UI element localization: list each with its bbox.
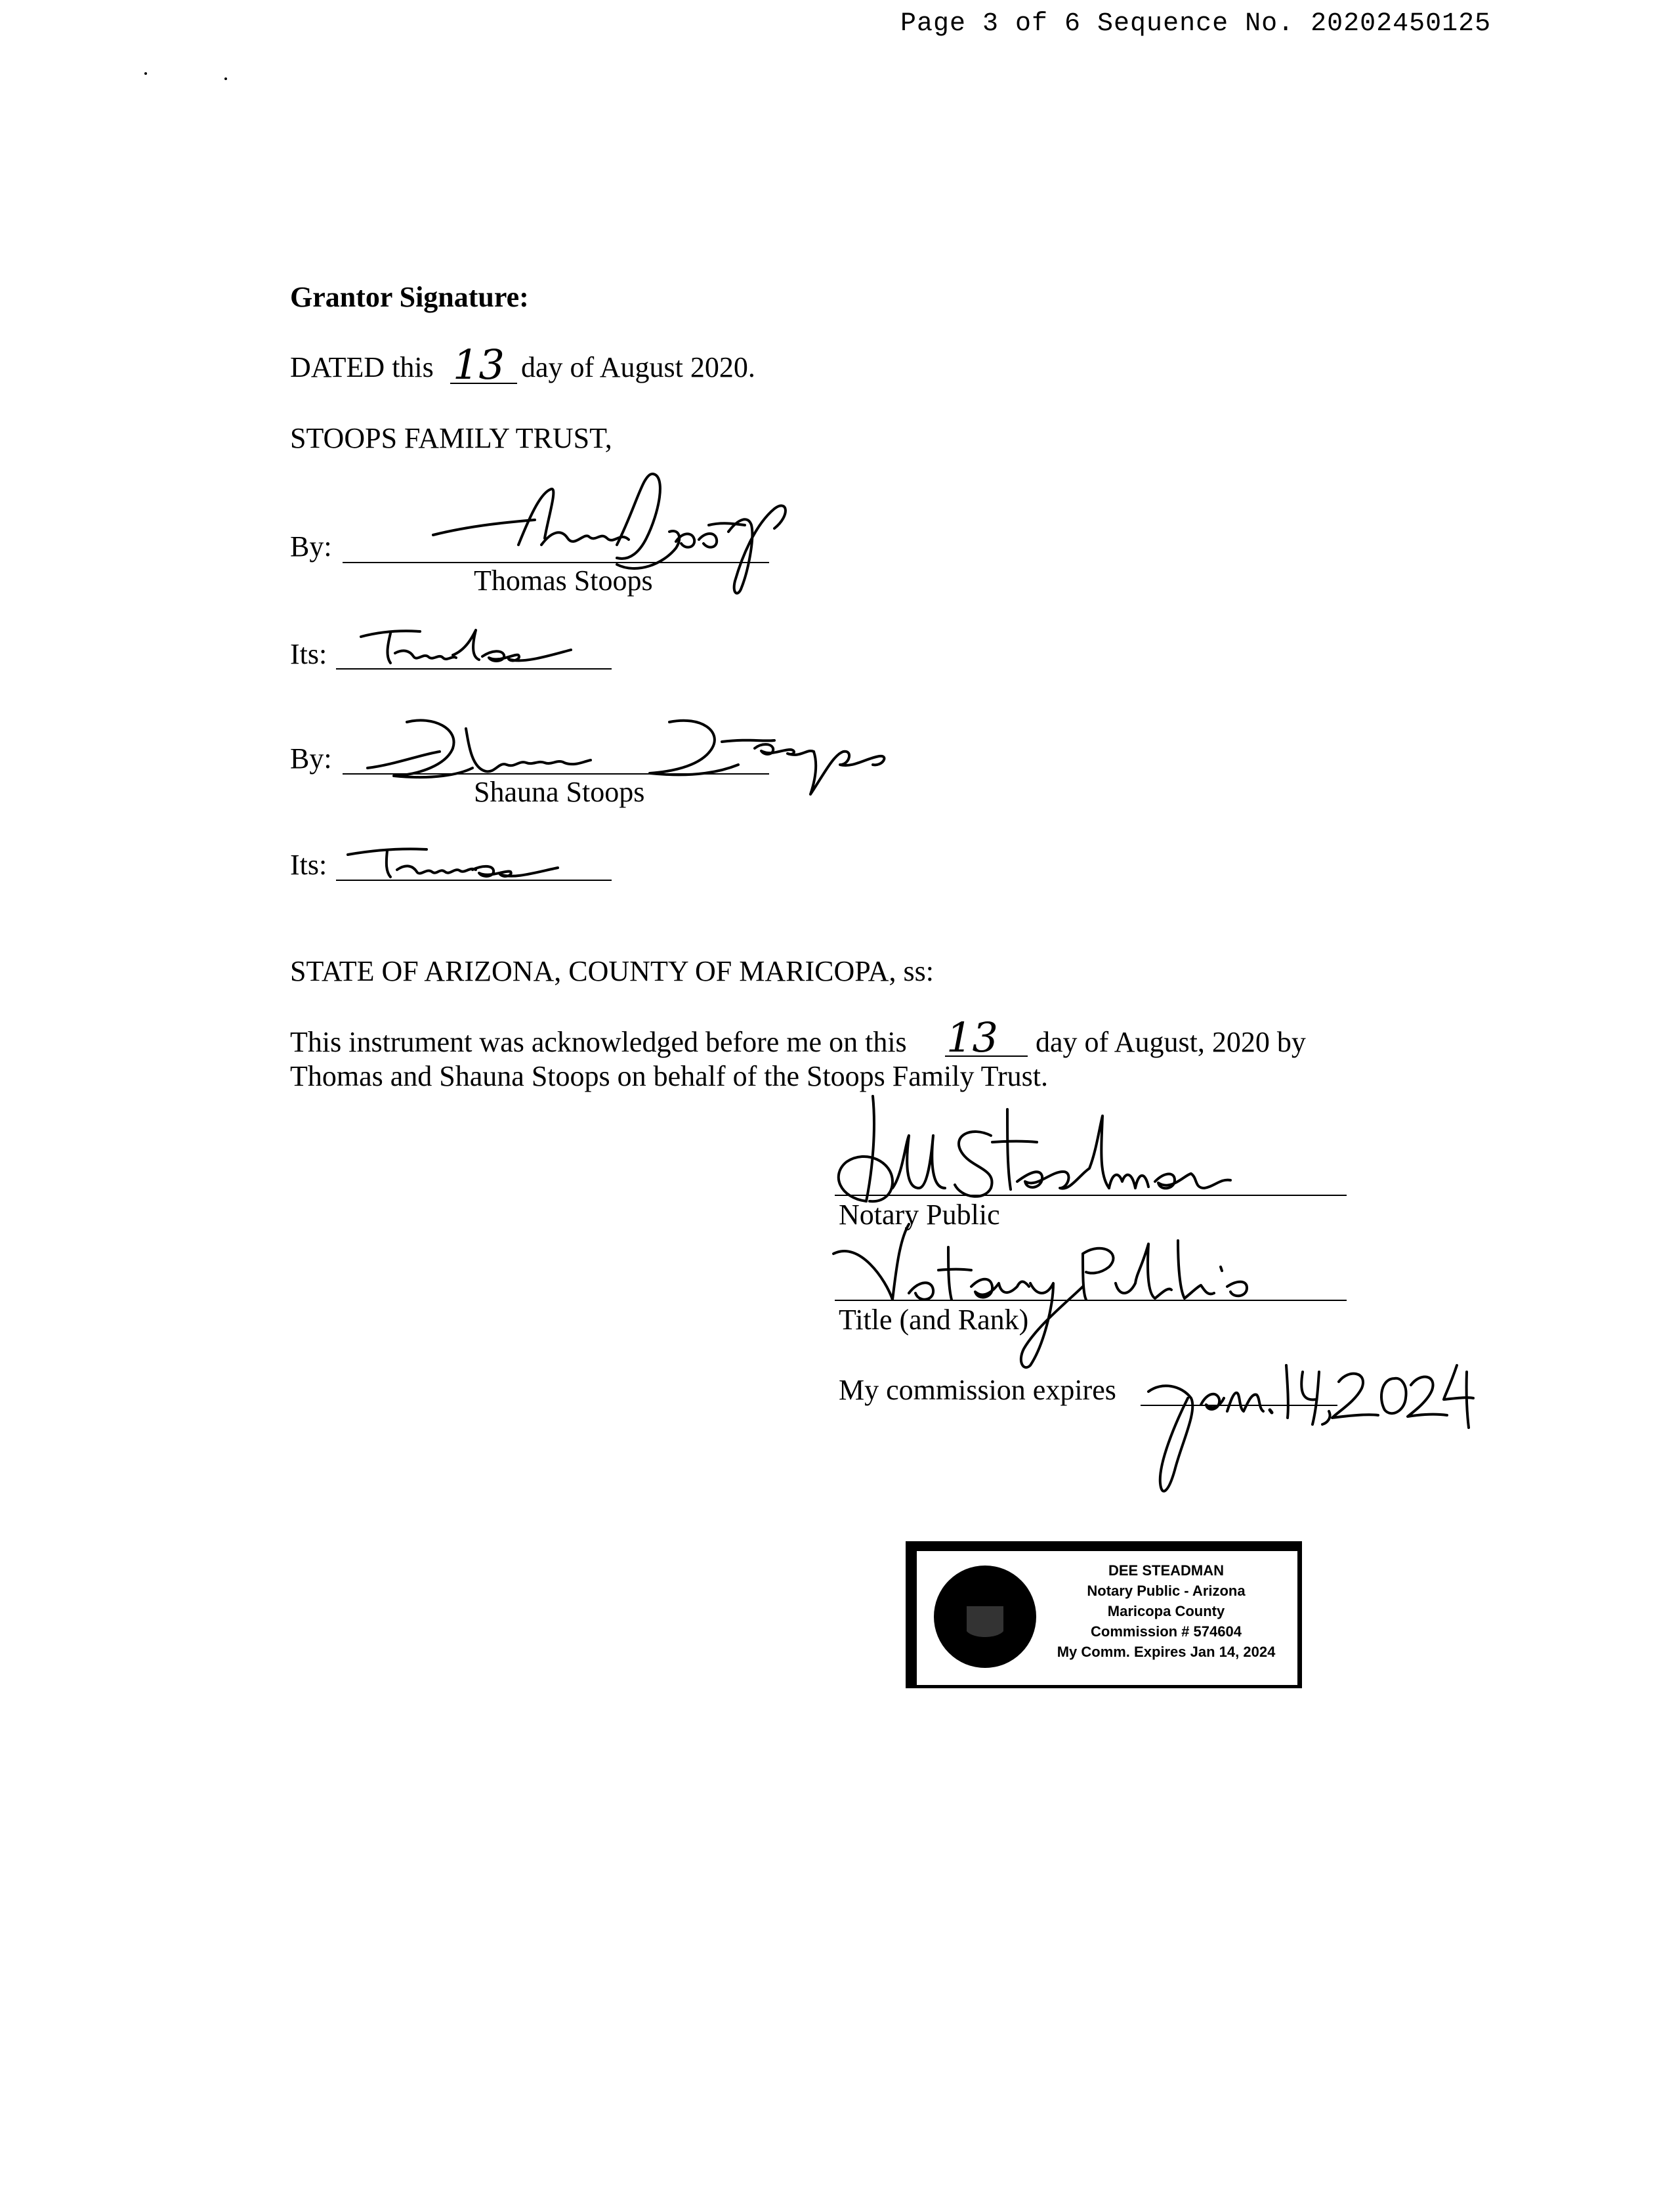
its-label-1: Its: (290, 638, 327, 670)
title-rank-label: Title (and Rank) (839, 1304, 1029, 1336)
shauna-stoops-signature (354, 702, 958, 814)
commission-expiry-handwritten (1135, 1346, 1477, 1503)
stamp-line-county: Maricopa County (1107, 1603, 1225, 1619)
ack-line-2: Thomas and Shauna Stoops on behalf of the Stoops Family Trust. (290, 1060, 1048, 1092)
stamp-text (1041, 1560, 1291, 1662)
grantor-heading: Grantor Signature: (290, 281, 529, 313)
notary-stamp (900, 1536, 1307, 1694)
stamp-line-name: DEE STEADMAN (1108, 1562, 1224, 1579)
signer2-title-handwritten (341, 834, 617, 886)
by-label-1: By: (290, 530, 332, 563)
trust-name: STOOPS FAMILY TRUST, (290, 422, 612, 454)
signer2-name: Shauna Stoops (474, 776, 645, 808)
dated-suffix: day of August 2020. (521, 351, 755, 383)
venue-line: STATE OF ARIZONA, COUNTY OF MARICOPA, ss: (290, 955, 934, 987)
stamp-line-commission: Commission # 574604 (1091, 1623, 1242, 1640)
dated-day-handwritten: 13 (453, 341, 505, 389)
signer1-name: Thomas Stoops (474, 565, 653, 597)
notary-signature-line (835, 1195, 1347, 1196)
thomas-stoops-signature (420, 466, 827, 604)
ack-prefix: This instrument was acknowledged before me on this (290, 1026, 907, 1058)
dated-prefix: DATED this (290, 351, 434, 383)
stamp-body (914, 1548, 1301, 1688)
stamp-line-expiry: My Comm. Expires Jan 14, 2024 (1057, 1644, 1276, 1660)
notary-public-label: Notary Public (839, 1199, 1000, 1231)
arizona-state-seal-icon (929, 1560, 1041, 1673)
its-label-2: Its: (290, 849, 327, 881)
signer1-title-handwritten (354, 617, 617, 676)
page-sequence-header: Page 3 of 6 Sequence No. 20202450125 (900, 9, 1492, 39)
title-rank-line (835, 1300, 1347, 1301)
by-label-2: By: (290, 742, 332, 775)
scan-specks (131, 66, 236, 85)
ack-suffix: day of August, 2020 by (1036, 1026, 1306, 1058)
commission-label: My commission expires (839, 1374, 1116, 1406)
ack-day-handwritten: 13 (946, 1013, 998, 1061)
stamp-line-title: Notary Public - Arizona (1087, 1583, 1246, 1599)
